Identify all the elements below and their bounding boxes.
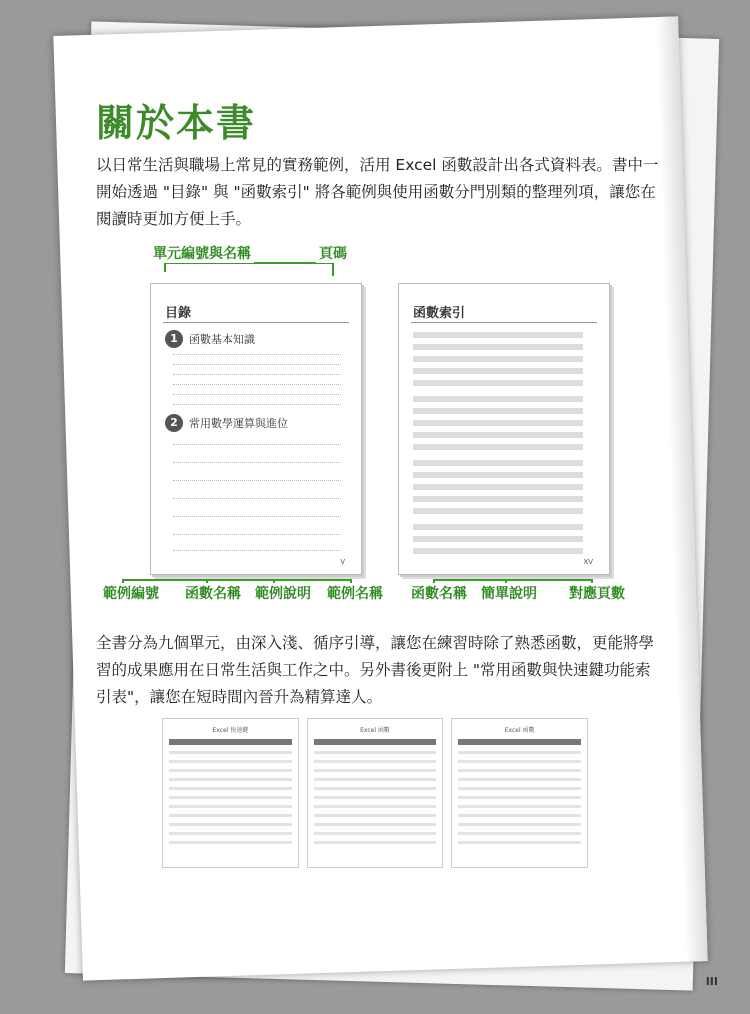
reference-table-preview <box>162 718 588 868</box>
toc-unit-2 <box>165 414 288 432</box>
label-example-desc: 範例說明 <box>252 583 314 603</box>
intro-paragraph: 以日常生活與職場上常見的實務範例，活用 Excel 函數設計出各式資料表。書中一開始透過 "目錄" 與 "函數索引" 將各範例與使用函數分門別類的整理列項，讓您在閱讀時更加方便上手。 <box>96 156 659 228</box>
callout-line <box>122 579 352 581</box>
function-table-page-2 <box>451 718 588 868</box>
function-table-title: Excel 函數 <box>360 727 390 734</box>
label-example-no: 範例編號 <box>100 583 162 603</box>
divider <box>411 322 597 323</box>
label-brief-desc: 簡單說明 <box>478 583 540 603</box>
toc-title: 目錄 <box>165 306 192 321</box>
function-table-page <box>307 718 444 868</box>
label-func-name-2: 函數名稱 <box>408 583 470 603</box>
toc-unit-1 <box>165 330 255 348</box>
shortcut-table-page <box>162 718 299 868</box>
label-unit: 單元編號與名稱 <box>150 243 254 263</box>
function-table-title-2: Excel 函數 <box>504 727 535 734</box>
index-sample-page <box>398 283 610 575</box>
index-title: 函數索引 <box>413 306 466 321</box>
label-example-name: 範例名稱 <box>324 583 386 603</box>
toc-page-number: V <box>340 558 345 566</box>
unit-name: 常用數學運算與進位 <box>189 417 288 430</box>
unit-number: 1 <box>165 330 183 348</box>
page-title: 關於本書 <box>96 100 257 145</box>
unit-number: 2 <box>165 414 183 432</box>
divider <box>163 322 349 323</box>
label-func-name: 函數名稱 <box>182 583 244 603</box>
toc-sample-page <box>150 283 362 575</box>
callout-line <box>332 262 334 276</box>
label-page: 頁碼 <box>316 243 350 263</box>
label-page-ref: 對應頁數 <box>566 583 628 603</box>
page-number: III <box>705 975 718 988</box>
shortcut-table-title: Excel 快速鍵 <box>212 727 249 734</box>
index-page-number: XV <box>583 558 593 566</box>
unit-name: 函數基本知識 <box>189 333 255 346</box>
callout-line <box>433 579 593 581</box>
outro-paragraph: 全書分為九個單元，由深入淺、循序引導，讓您在練習時除了熟悉函數，更能將學習的成果應用在日常生活與工作之中。另外書後更附上 "常用函數與快速鍵功能索引表"，讓您在短時間內晉升為精算達人。 <box>96 634 655 706</box>
